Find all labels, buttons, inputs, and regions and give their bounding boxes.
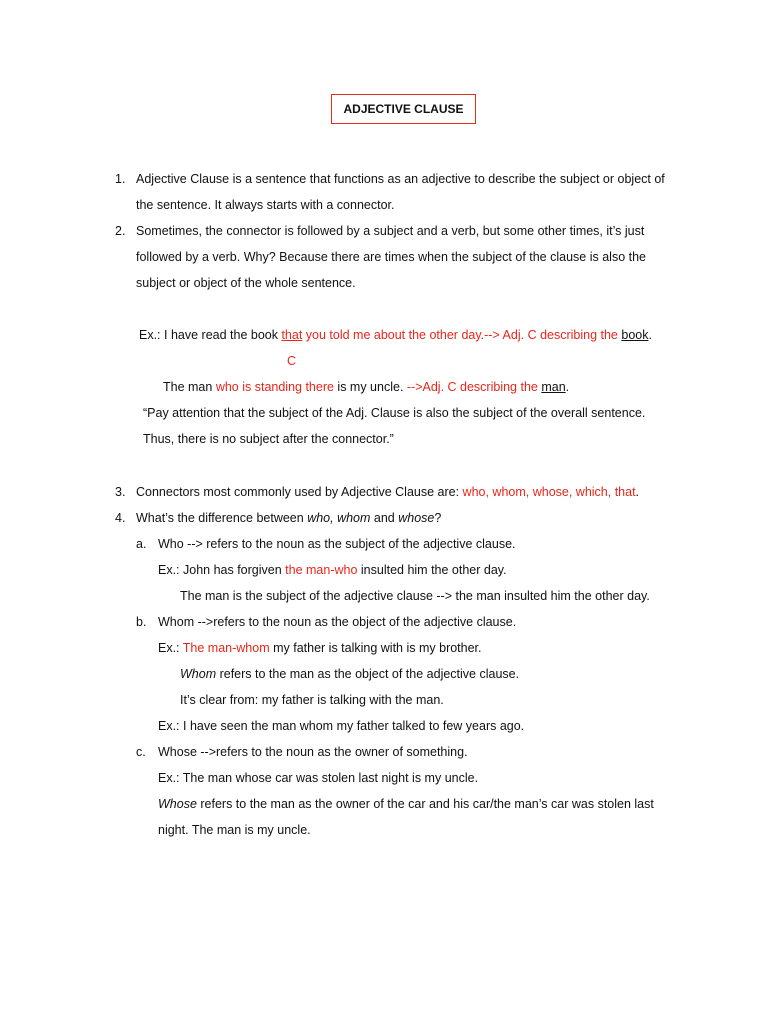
example-1-text-a: Ex.: I have read the book: [139, 328, 282, 342]
example-2-note: -->Adj. C describing the: [406, 380, 542, 394]
sub-marker-a: a.: [136, 537, 147, 551]
sub-b-line-3: [180, 667, 519, 681]
sub-marker-c: c.: [136, 745, 146, 759]
example-1-clause: you told me about the other day.--> Adj. C describing the: [302, 328, 622, 342]
sub-a-example-highlight: the man-who: [285, 563, 358, 577]
example-2-text-c: is my uncle.: [333, 380, 407, 394]
item-4-question: ?: [434, 511, 442, 525]
item-3: [136, 485, 639, 499]
sub-b-line-3-italic: Whom: [180, 667, 217, 681]
item-4-italic-2: whose: [398, 511, 435, 525]
sub-b-example: [158, 641, 482, 655]
example-1: [139, 328, 652, 342]
sub-b-line-3-text: refers to the man as the object of the adjective clause.: [216, 667, 520, 681]
list-marker-3: 3.: [115, 485, 126, 499]
item-1-line-2: the sentence. It always starts with a connector.: [136, 198, 395, 212]
item-2-line-3: subject or object of the whole sentence.: [136, 276, 356, 290]
item-4-text-c: and: [370, 511, 399, 525]
sub-b-example-text-c: my father is talking with is my brother.: [269, 641, 482, 655]
item-3-period: .: [635, 485, 640, 499]
item-1-line-1: Adjective Clause is a sentence that functions as an adjective to describe the subject or object of: [136, 172, 665, 186]
quote-line-1: “Pay attention that the subject of the Adj. Clause is also the subject of the overall sentence.: [143, 406, 646, 420]
item-4-italic-1: who, whom: [307, 511, 371, 525]
list-marker-4: 4.: [115, 511, 126, 525]
item-3-text-a: Connectors most commonly used by Adjective Clause are:: [136, 485, 463, 499]
example-1-connector: that: [281, 328, 303, 342]
sub-marker-b: b.: [136, 615, 147, 629]
sub-b-line-4: It’s clear from: my father is talking with the man.: [180, 693, 444, 707]
sub-a-line-3: The man is the subject of the adjective clause --> the man insulted him the other day.: [180, 589, 650, 603]
sub-b-example-text-a: Ex.:: [158, 641, 183, 655]
sub-c-line-3-italic: Whose: [158, 797, 197, 811]
list-marker-2: 2.: [115, 224, 126, 238]
example-2-noun: man: [541, 380, 566, 394]
sub-a-example: [158, 563, 507, 577]
connector-mark: C: [287, 354, 297, 368]
item-2-line-2: followed by a verb. Why? Because there are times when the subject of the clause is also the: [136, 250, 646, 264]
sub-c-line-4: night. The man is my uncle.: [158, 823, 311, 837]
sub-c-line-1: Whose -->refers to the noun as the owner of something.: [158, 745, 468, 759]
example-2-clause: who is standing there: [215, 380, 334, 394]
example-1-noun: book: [621, 328, 649, 342]
item-3-connectors: who, whom, whose, which, that: [462, 485, 636, 499]
sub-c-line-2: Ex.: The man whose car was stolen last night is my uncle.: [158, 771, 479, 785]
sub-b-example-highlight: The man-whom: [182, 641, 270, 655]
sub-b-line-1: Whom -->refers to the noun as the object of the adjective clause.: [158, 615, 517, 629]
list-marker-1: 1.: [115, 172, 126, 186]
sub-b-line-5: Ex.: I have seen the man whom my father talked to few years ago.: [158, 719, 525, 733]
sub-a-example-text-a: Ex.: John has forgiven: [158, 563, 286, 577]
example-2-period: .: [565, 380, 570, 394]
quote-line-2: Thus, there is no subject after the connector.”: [143, 432, 394, 446]
item-4: [136, 511, 441, 525]
sub-c-line-3: [158, 797, 654, 811]
sub-a-line-1: Who --> refers to the noun as the subject of the adjective clause.: [158, 537, 516, 551]
page-title: ADJECTIVE CLAUSE: [331, 94, 476, 124]
example-1-period: .: [648, 328, 652, 342]
item-4-text-a: What’s the difference between: [136, 511, 308, 525]
example-2-text-a: The man: [163, 380, 216, 394]
example-2: [163, 380, 569, 394]
sub-a-example-text-c: insulted him the other day.: [357, 563, 507, 577]
sub-c-line-3-text: refers to the man as the owner of the car and his car/the man’s car was stolen last: [196, 797, 654, 811]
item-2-line-1: Sometimes, the connector is followed by a subject and a verb, but some other times, it’s just: [136, 224, 645, 238]
